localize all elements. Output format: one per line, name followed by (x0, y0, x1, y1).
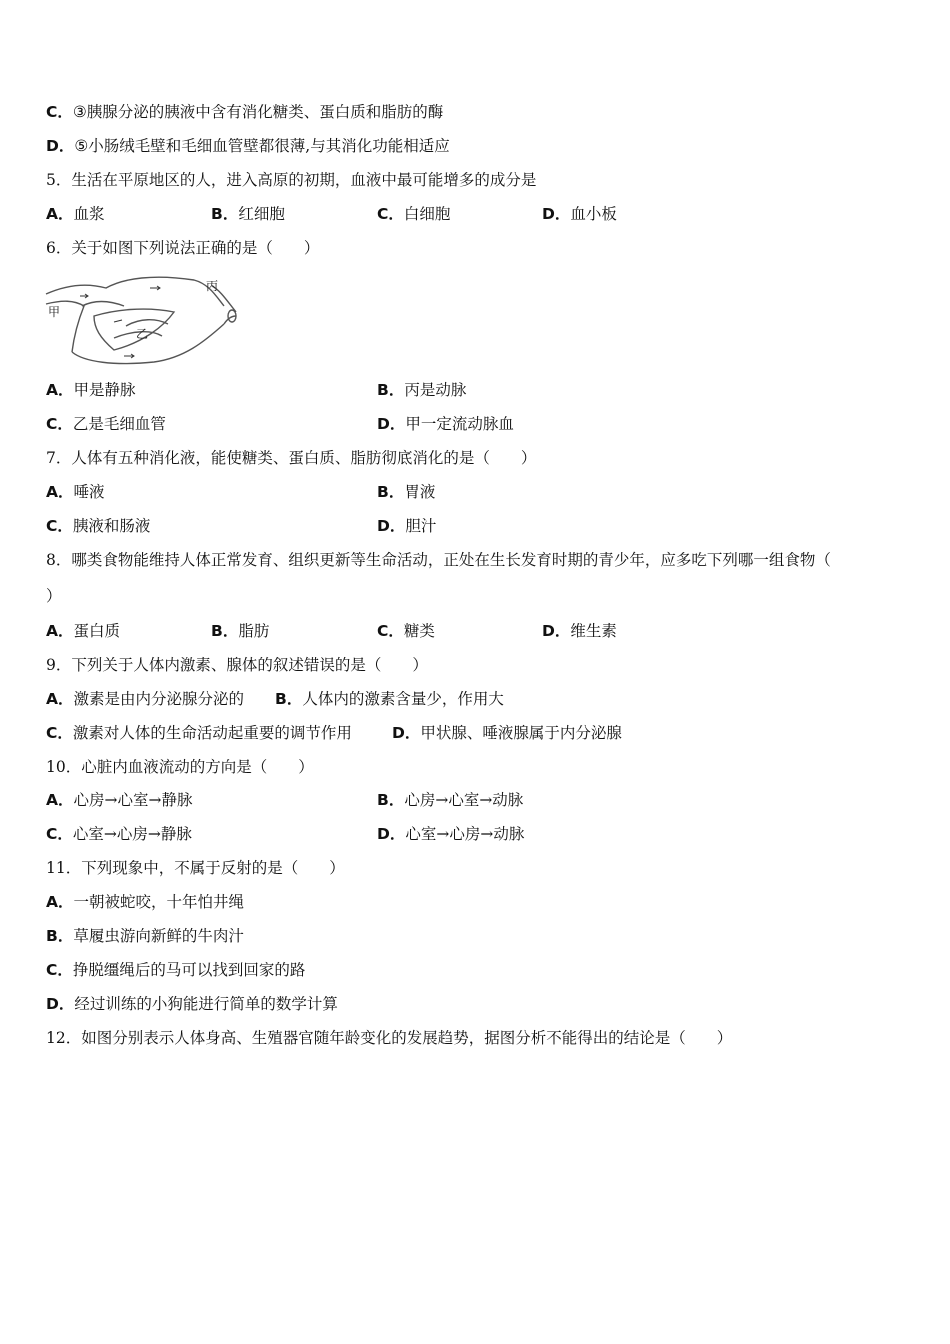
q10-option-b: B．心房→心室→动脉 (377, 791, 524, 809)
q11-option-d: D．经过训练的小狗能进行简单的数学计算 (46, 995, 338, 1013)
q10-option-c: C．心室→心房→静脉 (46, 825, 192, 843)
q11-option-b: B．草履虫游向新鲜的牛肉汁 (46, 927, 244, 945)
question-7: 7．人体有五种消化液，能使糖类、蛋白质、脂肪彻底消化的是（ ） (46, 449, 537, 467)
q4-option-d: D．⑤小肠绒毛壁和毛细血管壁都很薄,与其消化功能相适应 (46, 137, 450, 155)
blood-vessel-diagram (44, 266, 238, 370)
question-9: 9．下列关于人体内激素、腺体的叙述错误的是（ ） (46, 656, 428, 674)
q7-option-c: C．胰液和肠液 (46, 517, 151, 535)
q8-option-d: D．维生素 (542, 622, 617, 640)
q10-option-d: D．心室→心房→动脉 (377, 825, 525, 843)
question-10: 10．心脏内血液流动的方向是（ ） (46, 758, 314, 776)
q7-option-a: A．唾液 (46, 483, 105, 501)
q7-option-d: D．胆汁 (377, 517, 437, 535)
q5-option-b: B．红细胞 (211, 205, 285, 223)
q8-option-a: A．蛋白质 (46, 622, 121, 640)
q6-option-a: A．甲是静脉 (46, 381, 136, 399)
q6-option-d: D．甲一定流动脉血 (377, 415, 514, 433)
q4-option-c: C．③胰腺分泌的胰液中含有消化糖类、蛋白质和脂肪的酶 (46, 103, 444, 121)
question-5: 5．生活在平原地区的人，进入高原的初期，血液中最可能增多的成分是 (46, 171, 537, 189)
q8-option-c: C．糖类 (377, 622, 435, 640)
q9-option-c: C．激素对人体的生命活动起重要的调节作用 (46, 724, 352, 742)
q5-option-a: A．血浆 (46, 205, 105, 223)
q11-option-c: C．挣脱缰绳后的马可以找到回家的路 (46, 961, 306, 979)
q6-option-c: C．乙是毛细血管 (46, 415, 166, 433)
q9-option-b: B．人体内的激素含量少，作用大 (275, 690, 504, 708)
q9-option-a: A．激素是由内分泌腺分泌的 (46, 690, 245, 708)
label-yi: 乙 (136, 327, 149, 341)
q5-option-c: C．白细胞 (377, 205, 451, 223)
label-bing: 丙 (206, 279, 219, 293)
q5-option-d: D．血小板 (542, 205, 617, 223)
q11-option-a: A．一朝被蛇咬，十年怕井绳 (46, 893, 245, 911)
label-jia: 甲 (48, 305, 61, 319)
q10-option-a: A．心房→心室→静脉 (46, 791, 193, 809)
question-8: 8．哪类食物能维持人体正常发育、组织更新等生命活动，正处在生长发育时期的青少年，应多吃下列哪一组食物（ (46, 551, 831, 569)
q6-option-b: B．丙是动脉 (377, 381, 467, 399)
q7-option-b: B．胃液 (377, 483, 436, 501)
question-6: 6．关于如图下列说法正确的是（ ） (46, 239, 320, 257)
question-8-continued: ） (46, 587, 62, 605)
q9-option-d: D．甲状腺、唾液腺属于内分泌腺 (392, 724, 622, 742)
question-11: 11．下列现象中，不属于反射的是（ ） (46, 859, 345, 877)
q8-option-b: B．脂肪 (211, 622, 270, 640)
question-12: 12．如图分别表示人体身高、生殖器官随年龄变化的发展趋势，据图分析不能得出的结论是（ ） (46, 1029, 733, 1047)
